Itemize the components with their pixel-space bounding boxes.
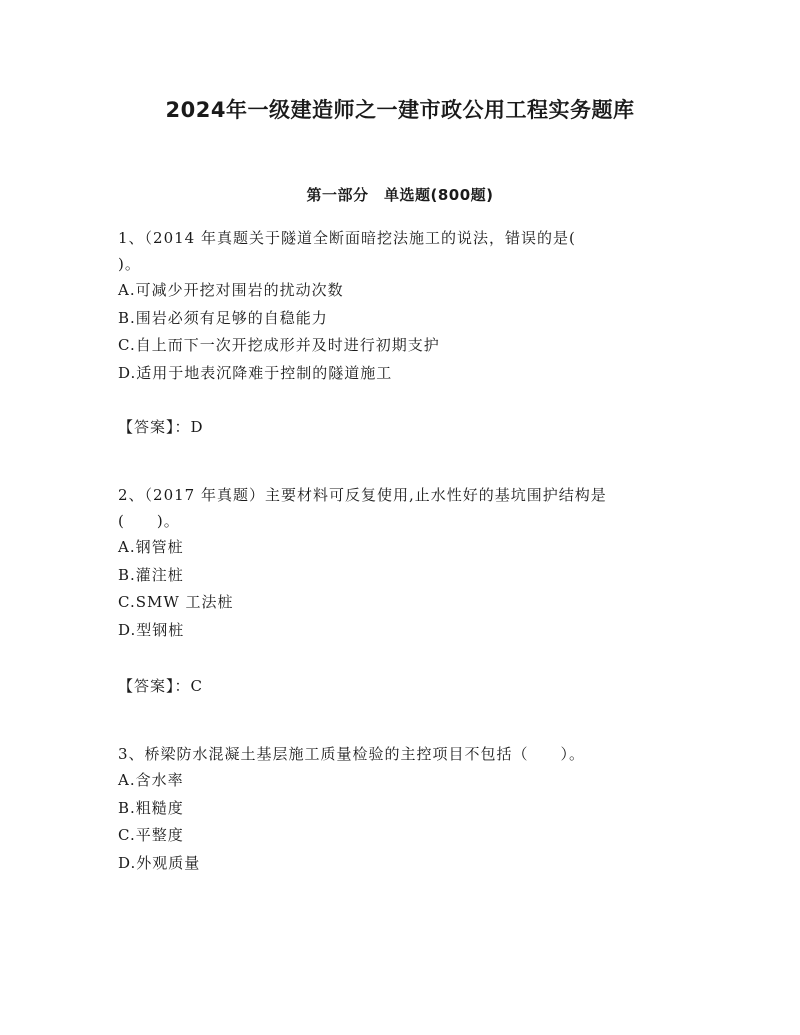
section-title: 第一部分 单选题(800题): [306, 186, 494, 204]
option-a: A.含水率: [118, 771, 184, 789]
option-b: B.灌注桩: [118, 565, 184, 584]
answer-label: 【答案】：: [118, 418, 191, 436]
option-a: A.可减少开挖对围岩的扰动次数: [118, 281, 344, 299]
document-title: 2024年一级建造师之一建市政公用工程实务题库: [165, 98, 635, 122]
option-c: C.平整度: [118, 826, 184, 844]
question-stem-continued: ( )。: [118, 512, 180, 530]
question-1: [118, 225, 688, 387]
option-b: B.粗糙度: [118, 798, 184, 817]
option-c: C.SMW 工法桩: [118, 593, 234, 611]
option-d: D.外观质量: [118, 853, 201, 872]
answer-label: 【答案】：: [118, 677, 191, 695]
option-c: C.自上而下一次开挖成形并及时进行初期支护: [118, 336, 440, 354]
question-stem: 1、（2014 年真题关于隧道全断面暗挖法施工的说法，错误的是(: [118, 229, 576, 247]
question-3: [118, 741, 688, 877]
answer-2: [118, 675, 203, 696]
option-b: B.围岩必须有足够的自稳能力: [118, 308, 328, 327]
option-a: A.钢管桩: [118, 538, 184, 556]
answer-1: [118, 416, 204, 437]
answer-value: D: [190, 418, 204, 436]
question-stem: 3、桥梁防水混凝土基层施工质量检验的主控项目不包括（ ）。: [118, 745, 586, 763]
question-2: [118, 482, 688, 644]
option-d: D.型钢桩: [118, 620, 185, 639]
answer-value: C: [190, 677, 203, 695]
question-stem-continued: )。: [118, 255, 141, 273]
question-stem: 2、（2017 年真题）主要材料可反复使用,止水性好的基坑围护结构是: [118, 486, 607, 504]
option-d: D.适用于地表沉降难于控制的隧道施工: [118, 363, 393, 382]
